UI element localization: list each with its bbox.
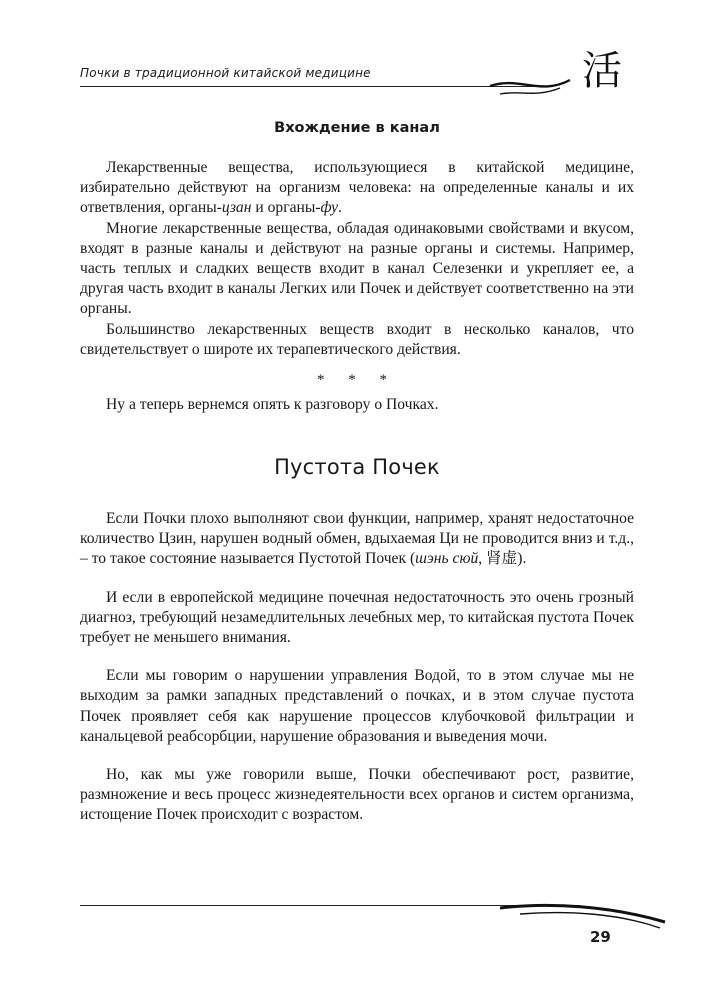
calligraphy-glyph: 活 — [582, 48, 622, 94]
footer-ornament — [500, 898, 670, 943]
paragraph: Если мы говорим о нарушении управления Водой, то в этом случае мы не выходим за рамки западных представлений о почках, и в этом случае пустота Почек проявляет себя как нарушение процессов клубочковой фильтрации и канальцевой реабсорбции, нарушение образования и выведения мочи. — [80, 667, 634, 745]
paragraph: Но, как мы уже говорили выше, Почки обеспечивают рост, развитие, размножение и весь процесс жизнедеятельности всех органов и систем организма, истощение Почек происходит с возрастом. — [80, 766, 634, 824]
section-separator: * * * — [317, 372, 397, 389]
paragraph: Если Почки плохо выполняют свои функции, например, хранят недостаточное количество Цзин, нарушен водный обмен, вдыхаемая Ци не проводится вниз и т.д., – то такое состояние называется Пустотой Почек (шэнь сюй, 肾虚). — [80, 510, 634, 568]
running-header: Почки в традиционной китайской медицине — [80, 66, 371, 80]
paragraph: Лекарственные вещества, использующиеся в китайской медицине, избирательно действуют на организм человека: на определенные каналы и их ответвления, органы-цзан и органы-фу. — [80, 159, 634, 217]
brush-stroke-icon — [500, 898, 670, 938]
paragraph: Многие лекарственные вещества, обладая одинаковыми свойствами и вкусом, входят в разные каналы и действуют на разные органы и системы. Например, часть теплых и сладких веществ входит в канал Селезенки и укрепляет ее, а другая часть входит в каналы Легких или Почек и действует соответственно на эти органы. — [80, 219, 634, 318]
section-title-kidney-emptiness: Пустота Почек — [274, 455, 440, 479]
paragraph: Большинство лекарственных веществ входит в несколько каналов, что свидетельствует о широте их терапевтического действия. — [80, 320, 634, 358]
section-channel-entry — [80, 120, 634, 415]
calligraphy-ornament — [480, 36, 650, 111]
paragraph: И если в европейской медицине почечная недостаточность это очень грозный диагноз, требующий незамедлительных лечебных мер, то китайская пустота Почек требует не меньшего внимания. — [80, 588, 634, 647]
brush-stroke-icon — [480, 36, 650, 106]
paragraph: Ну а теперь вернемся опять к разговору о Почках. — [106, 396, 439, 414]
page-number: 29 — [590, 928, 611, 946]
section-title-channel-entry: Вхождение в канал — [274, 120, 440, 136]
section-kidney-emptiness — [80, 455, 634, 826]
